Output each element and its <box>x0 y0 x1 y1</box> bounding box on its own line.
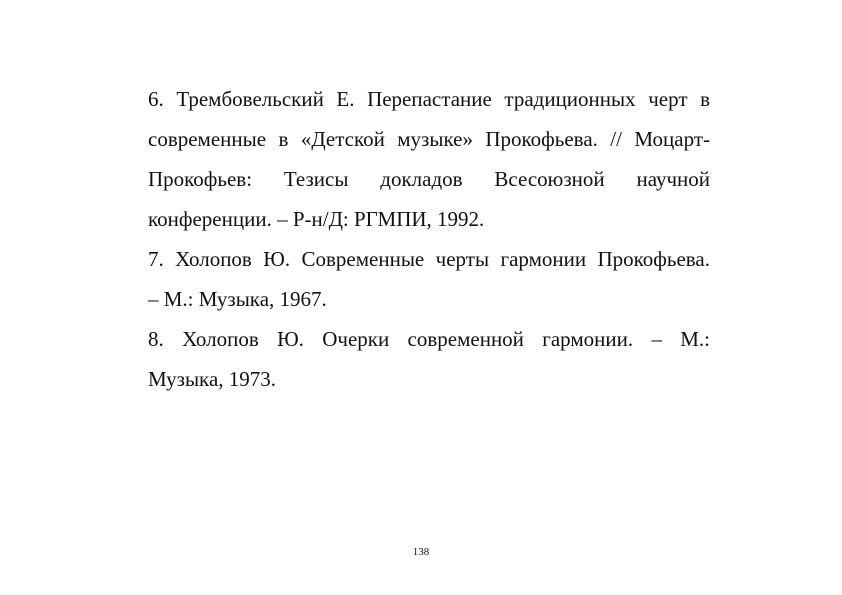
reference-line: – М.: Музыка, 1967. <box>148 287 327 311</box>
reference-list <box>148 86 710 406</box>
reference-line: Музыка, 1973. <box>148 367 277 391</box>
reference-line: конференции. – Р-н/Д: РГМПИ, 1992. <box>148 207 485 231</box>
reference-line: 8. Холопов Ю. Очерки современной гармонии. – М.: <box>148 327 710 351</box>
reference-item-6 <box>148 86 710 246</box>
page-number: 138 <box>412 546 430 558</box>
reference-line: 7. Холопов Ю. Современные черты гармонии Прокофьева. <box>148 247 710 271</box>
reference-item-8 <box>148 326 710 406</box>
reference-line: 6. Трембовельский Е. Перепастание традиционных черт в <box>148 87 710 111</box>
reference-line: Прокофьев: Тезисы докладов Всесоюзной научной <box>148 167 710 191</box>
reference-line: современные в «Детской музыке» Прокофьева. // Моцарт- <box>148 127 710 151</box>
reference-item-7 <box>148 246 710 326</box>
